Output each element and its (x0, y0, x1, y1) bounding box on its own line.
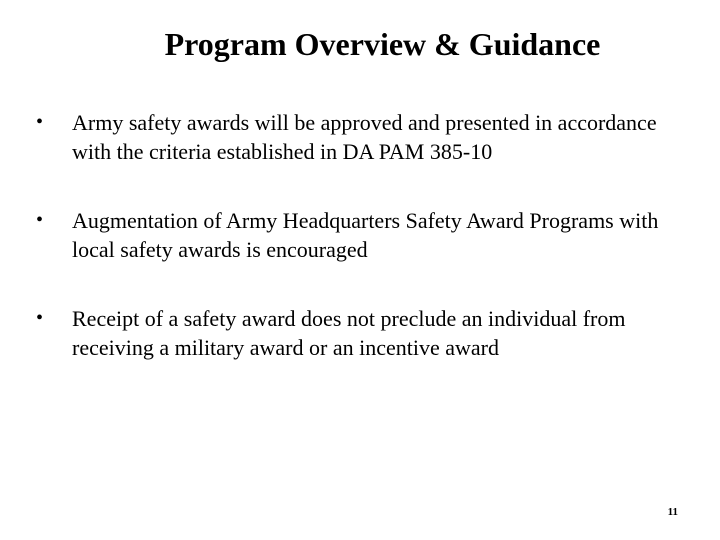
bullet-marker: • (36, 307, 44, 329)
bullet-text: Receipt of a safety award does not preclude an individual from receiving a military award or an incentive award (72, 306, 626, 360)
bullet-marker: • (36, 111, 44, 133)
page-number: 11 (667, 506, 678, 518)
bullet-item (36, 108, 686, 166)
bullet-text: Army safety awards will be approved and presented in accordance with the criteria established in DA PAM 385-10 (72, 110, 657, 164)
bullet-item (36, 206, 686, 264)
bullet-list (36, 108, 686, 402)
bullet-marker: • (36, 209, 44, 231)
bullet-text: Augmentation of Army Headquarters Safety Award Programs with local safety awards is encouraged (72, 208, 659, 262)
slide-title: Program Overview & Guidance (164, 26, 601, 62)
bullet-item (36, 304, 686, 362)
